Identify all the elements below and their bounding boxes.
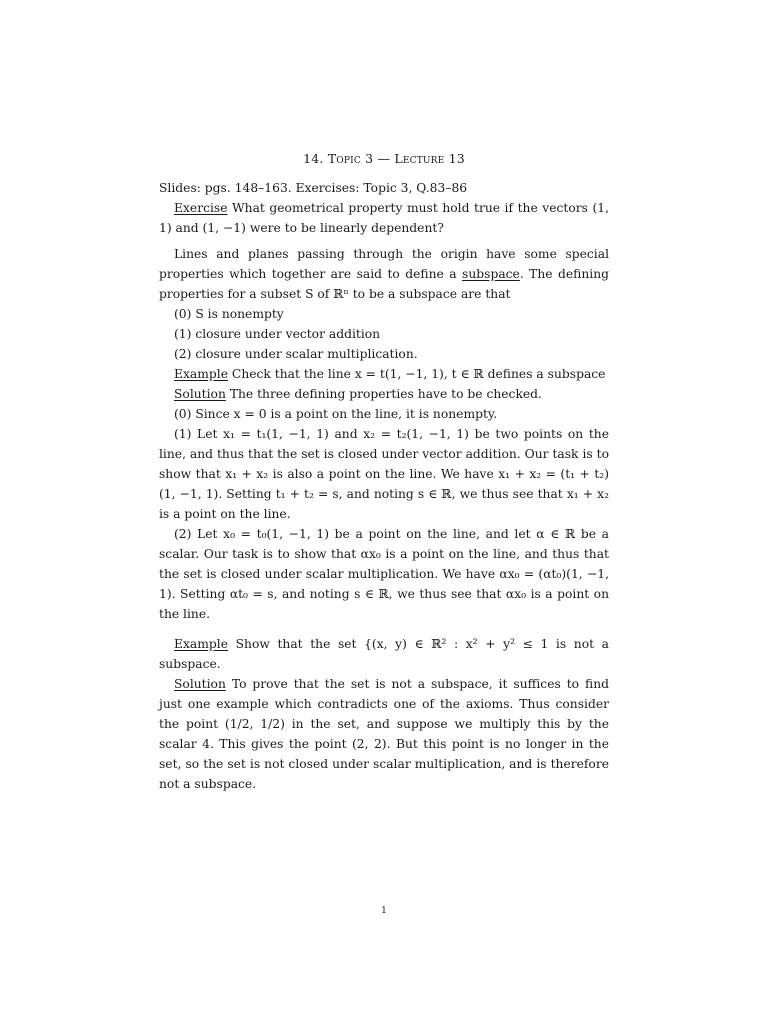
subspace-text-b: . The defining properties for a subset S of ℝⁿ to be a subspace are that — [159, 267, 609, 301]
example2-paragraph — [159, 634, 609, 674]
example1-paragraph — [159, 364, 609, 384]
subspace-paragraph — [159, 244, 609, 304]
exercise-paragraph — [159, 198, 609, 238]
solution2-label: Solution — [174, 677, 226, 691]
section-heading — [0, 151, 768, 166]
subspace-text-a: Lines and planes passing through the origin have some special properties which together are said to define a — [159, 247, 609, 281]
property-item-2: (2) closure under scalar multiplication. — [174, 347, 418, 361]
exercise-label: Exercise — [174, 201, 228, 215]
property-item-0: (0) S is nonempty — [174, 307, 284, 321]
document-body — [159, 178, 609, 794]
section-title: Topic 3 — Lecture 13 — [327, 151, 465, 166]
solution1-paragraph — [159, 384, 609, 404]
slides-line: Slides: pgs. 148–163. Exercises: Topic 3, Q.83–86 — [159, 181, 468, 195]
page-number: 1 — [381, 906, 387, 916]
example1-text: Check that the line x = t(1, −1, 1), t ∈ ℝ defines a subspace — [231, 367, 606, 381]
subspace-term: subspace — [462, 267, 520, 281]
property-item-1: (1) closure under vector addition — [174, 327, 381, 341]
example1-label: Example — [174, 367, 228, 381]
solution1-text: The three defining properties have to be checked. — [229, 387, 542, 401]
solution1-step0: (0) Since x = 0 is a point on the line, it is nonempty. — [174, 407, 498, 421]
solution1-step2: (2) Let x₀ = t₀(1, −1, 1) be a point on the line, and let α ∈ ℝ be a scalar. Our task is to show that αx₀ is a point on the line, and thus that the set is closed under scalar multiplication. We have αx₀ = (αt₀)(1, −1, 1). Setting αt₀ = s, and noting s ∈ ℝ, we thus see that αx₀ is a point on the line. — [159, 527, 609, 621]
solution2-paragraph — [159, 674, 609, 794]
exercise-text: What geometrical property must hold true if the vectors (1, 1) and (1, −1) were to be linearly dependent? — [159, 201, 609, 235]
section-number: 14. — [303, 151, 324, 166]
solution1-label: Solution — [174, 387, 226, 401]
example2-text: Show that the set {(x, y) ∈ ℝ² : x² + y² ≤ 1 is not a subspace. — [159, 637, 609, 671]
solution1-step1: (1) Let x₁ = t₁(1, −1, 1) and x₂ = t₂(1, −1, 1) be two points on the line, and thus that the set is closed under vector addition. Our task is to show that x₁ + x₂ is also a point on the line. We have x₁ + x₂ = (t₁ + t₂)(1, −1, 1). Setting t₁ + t₂ = s, and noting s ∈ ℝ, we thus see that x₁ + x₂ is a point on the line. — [159, 427, 609, 521]
solution2-text: To prove that the set is not a subspace, it suffices to find just one example which contradicts one of the axioms. Thus consider the point (1/2, 1/2) in the set, and suppose we multiply this by the scalar 4. This gives the point (2, 2). But this point is no longer in the set, so the set is not closed under scalar multiplication, and is therefore not a subspace. — [159, 677, 609, 791]
example2-label: Example — [174, 637, 228, 651]
